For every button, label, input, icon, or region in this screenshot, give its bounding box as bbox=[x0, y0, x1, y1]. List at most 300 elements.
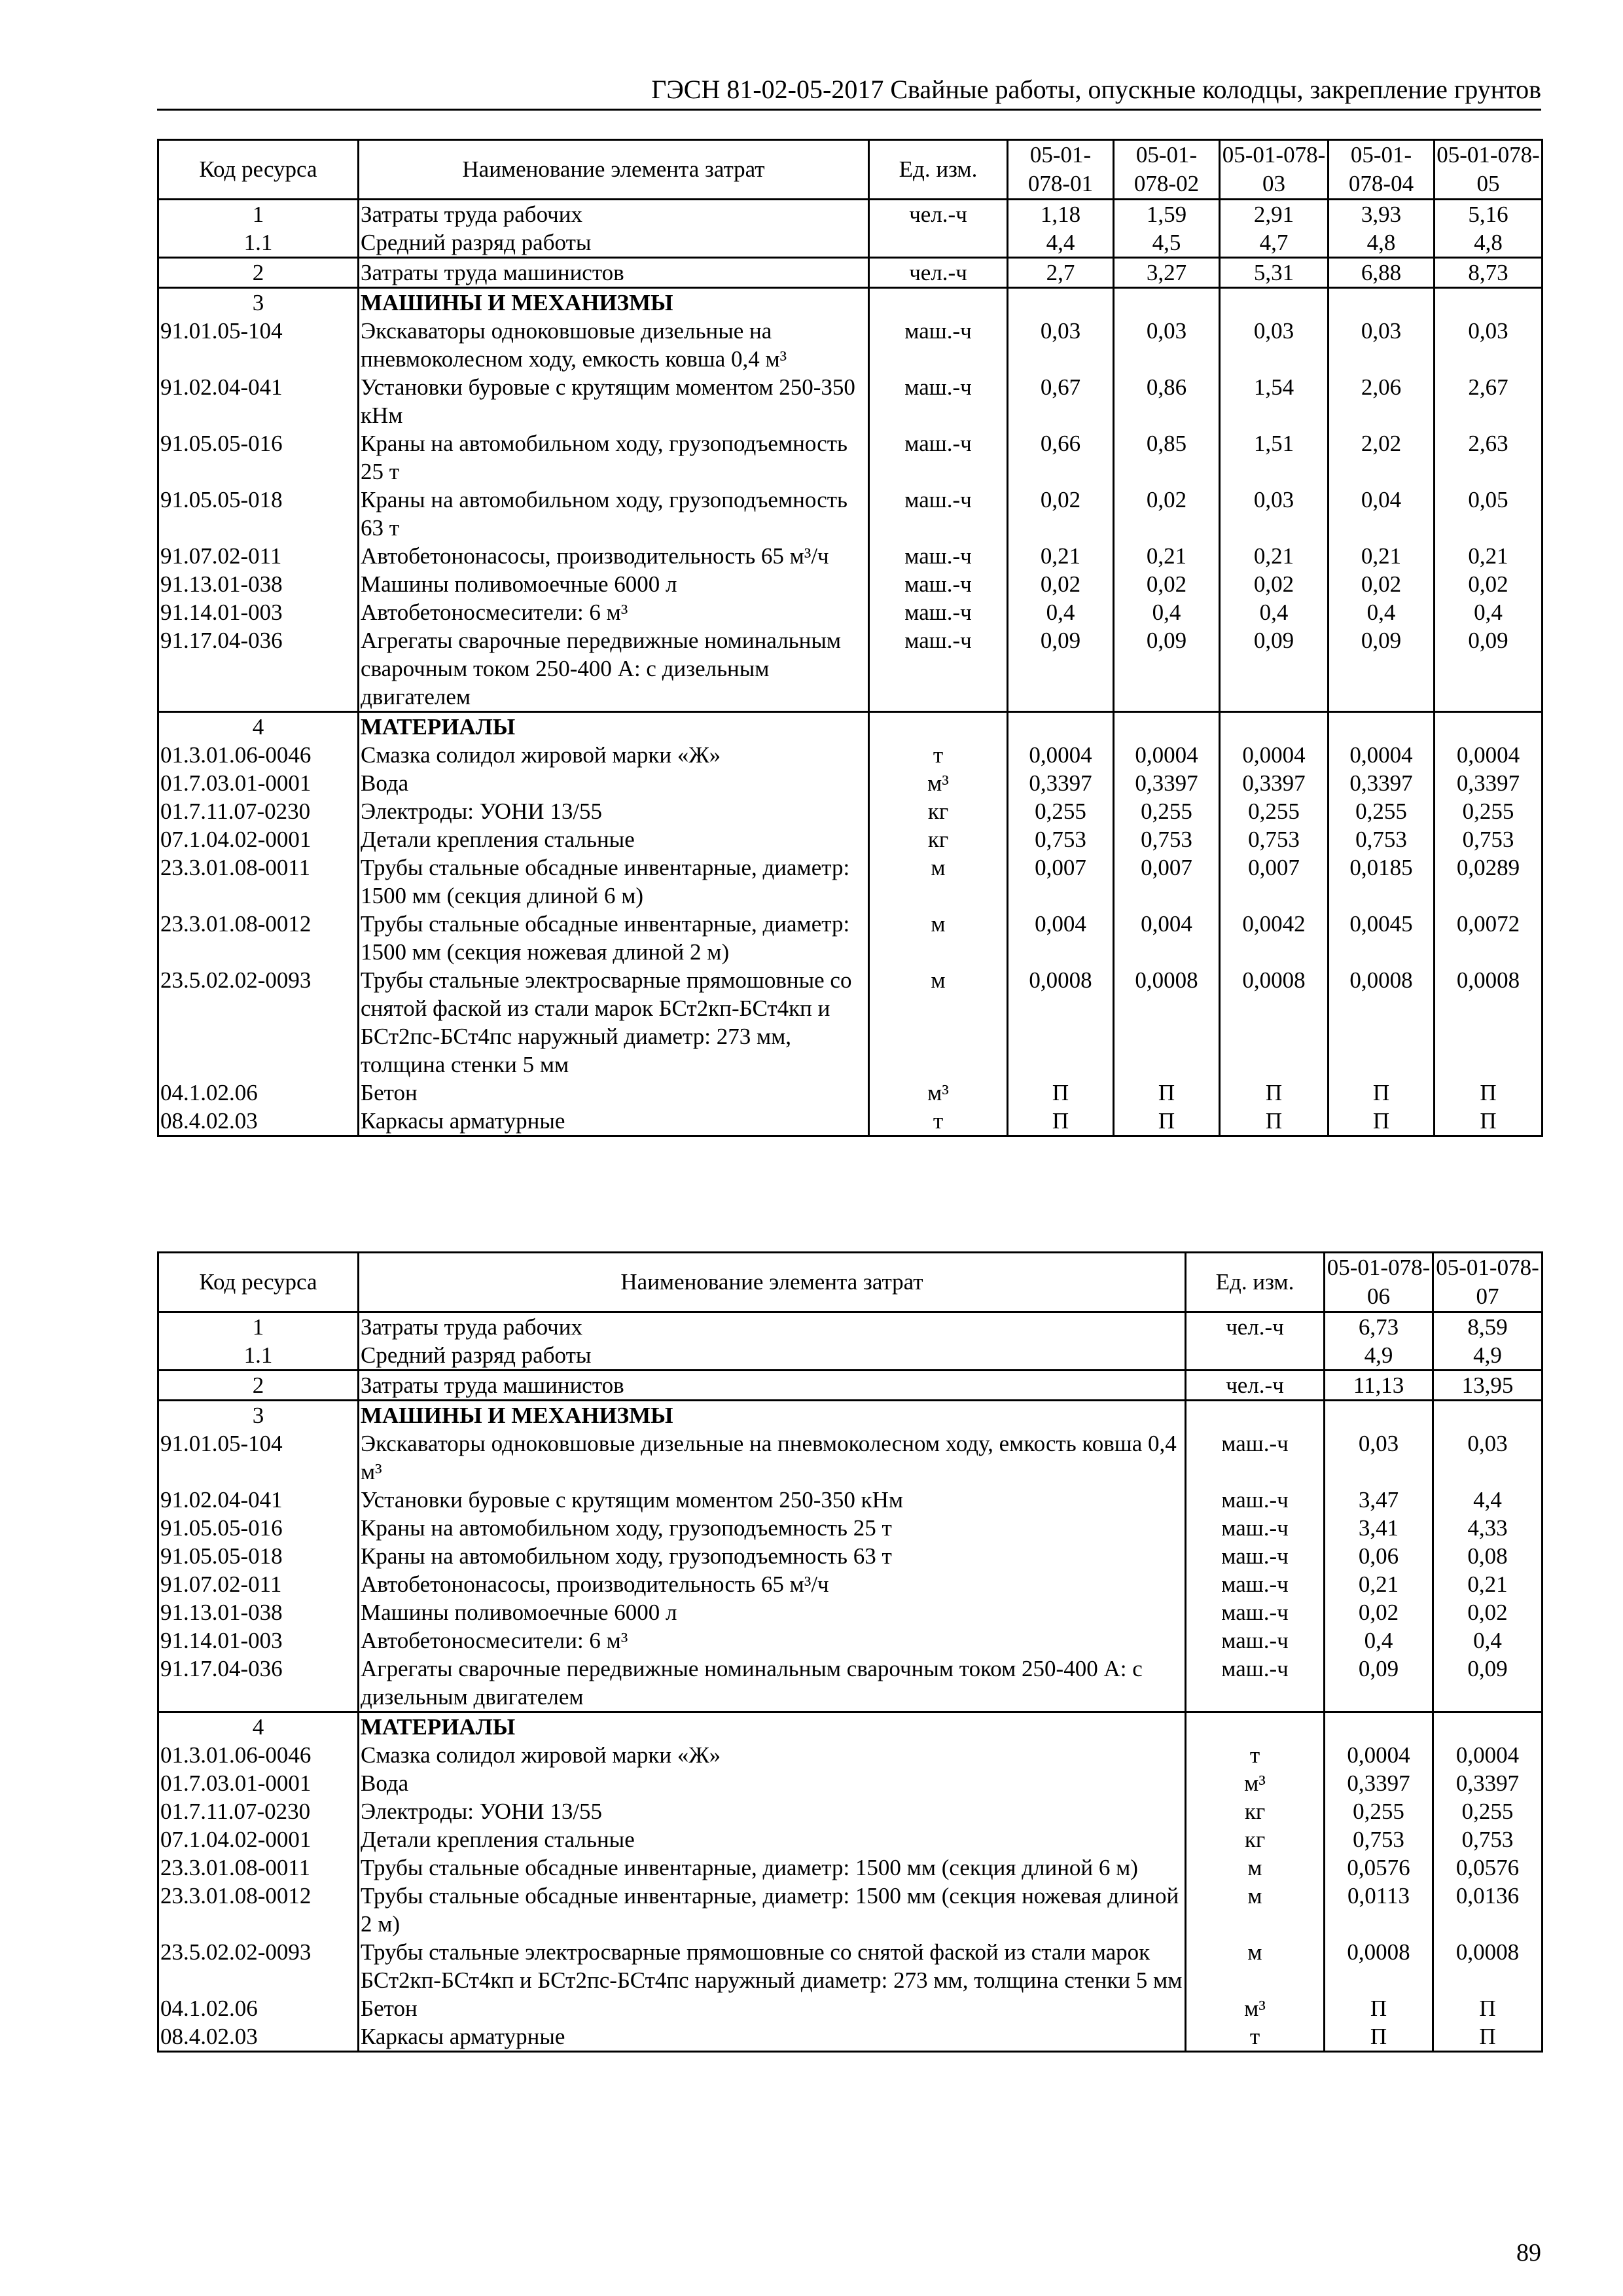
header-name: Наименование элемента затрат bbox=[359, 1253, 1186, 1312]
resource-name-cell: Средний разряд работы bbox=[359, 1341, 1186, 1371]
unit-cell: м bbox=[1186, 1854, 1325, 1882]
table-row bbox=[158, 486, 1543, 542]
value-cell: 4,8 bbox=[1435, 228, 1543, 258]
unit-cell: м bbox=[1186, 1938, 1325, 1994]
value-cell: 0,02 bbox=[1008, 570, 1114, 598]
unit-cell: кг bbox=[869, 797, 1008, 825]
table-row bbox=[158, 258, 1543, 288]
value-cell: П bbox=[1008, 1107, 1114, 1136]
resource-name-cell: Агрегаты сварочные передвижные номинальным сварочным током 250-400 А: с дизельным двигателем bbox=[359, 626, 869, 712]
value-cell: 2,06 bbox=[1329, 373, 1435, 429]
value-cell: 0,04 bbox=[1329, 486, 1435, 542]
value-cell: 0,0008 bbox=[1114, 966, 1220, 1079]
unit-cell: маш.-ч bbox=[869, 626, 1008, 712]
unit-cell: т bbox=[1186, 1741, 1325, 1769]
value-cell: 1,54 bbox=[1220, 373, 1329, 429]
value-cell: 0,0042 bbox=[1220, 910, 1329, 966]
unit-cell: маш.-ч bbox=[869, 570, 1008, 598]
value-cell: 0,0004 bbox=[1114, 741, 1220, 769]
resource-name-cell: Экскаваторы одноковшовые дизельные на пневмоколесном ходу, емкость ковша 0,4 м³ bbox=[359, 1429, 1186, 1486]
header-code-078-05: 05-01-078-05 bbox=[1435, 140, 1543, 200]
value-cell bbox=[1220, 288, 1329, 317]
value-cell bbox=[1329, 288, 1435, 317]
value-cell: 0,3397 bbox=[1008, 769, 1114, 797]
resource-code-cell: 23.3.01.08-0011 bbox=[158, 853, 359, 910]
value-cell bbox=[1008, 712, 1114, 742]
value-cell: 11,13 bbox=[1325, 1371, 1433, 1401]
value-cell: П bbox=[1114, 1079, 1220, 1107]
table-row bbox=[158, 1371, 1543, 1401]
header-code-078-03: 05-01-078-03 bbox=[1220, 140, 1329, 200]
resource-name-cell: Смазка солидол жировой марки «Ж» bbox=[359, 1741, 1186, 1769]
value-cell: 5,31 bbox=[1220, 258, 1329, 288]
value-cell: 0,05 bbox=[1435, 486, 1543, 542]
resource-name-cell: Смазка солидол жировой марки «Ж» bbox=[359, 741, 869, 769]
value-cell: 0,02 bbox=[1329, 570, 1435, 598]
value-cell: 2,7 bbox=[1008, 258, 1114, 288]
header-code: Код ресурса bbox=[158, 1253, 359, 1312]
table-row bbox=[158, 570, 1543, 598]
value-cell: 0,3397 bbox=[1329, 769, 1435, 797]
unit-cell: чел.-ч bbox=[869, 200, 1008, 229]
value-cell bbox=[1325, 1401, 1433, 1430]
resource-name-cell: Экскаваторы одноковшовые дизельные на пневмоколесном ходу, емкость ковша 0,4 м³ bbox=[359, 317, 869, 373]
value-cell bbox=[1433, 1401, 1543, 1430]
table-row bbox=[158, 598, 1543, 626]
resource-name-cell: Автобетононасосы, производительность 65 м³/ч bbox=[359, 542, 869, 570]
unit-cell: чел.-ч bbox=[869, 258, 1008, 288]
table-row bbox=[158, 1429, 1543, 1486]
value-cell: 4,5 bbox=[1114, 228, 1220, 258]
resource-code-cell: 04.1.02.06 bbox=[158, 1079, 359, 1107]
resource-name-cell: Краны на автомобильном ходу, грузоподъемность 25 т bbox=[359, 429, 869, 486]
value-cell: П bbox=[1433, 1994, 1543, 2022]
resource-name-cell: Вода bbox=[359, 769, 869, 797]
resource-name-cell: Краны на автомобильном ходу, грузоподъемность 63 т bbox=[359, 486, 869, 542]
resource-code-cell: 3 bbox=[158, 288, 359, 317]
value-cell: 1,51 bbox=[1220, 429, 1329, 486]
resource-name-cell: Краны на автомобильном ходу, грузоподъемность 63 т bbox=[359, 1542, 1186, 1570]
value-cell: П bbox=[1329, 1079, 1435, 1107]
resource-code-cell: 4 bbox=[158, 712, 359, 742]
resource-code-cell: 23.3.01.08-0012 bbox=[158, 1882, 359, 1938]
table-row bbox=[158, 1312, 1543, 1342]
unit-cell: м bbox=[869, 966, 1008, 1079]
unit-cell: маш.-ч bbox=[869, 429, 1008, 486]
value-cell: 0,0136 bbox=[1433, 1882, 1543, 1938]
resource-code-cell: 91.05.05-016 bbox=[158, 429, 359, 486]
value-cell: 0,753 bbox=[1435, 825, 1543, 853]
value-cell: 0,02 bbox=[1220, 570, 1329, 598]
value-cell: 0,0004 bbox=[1433, 1741, 1543, 1769]
value-cell: 0,0008 bbox=[1433, 1938, 1543, 1994]
value-cell: 0,03 bbox=[1114, 317, 1220, 373]
resource-code-cell: 1 bbox=[158, 200, 359, 229]
resource-name-cell: Затраты труда машинистов bbox=[359, 258, 869, 288]
value-cell: 4,9 bbox=[1433, 1341, 1543, 1371]
table-row bbox=[158, 317, 1543, 373]
unit-cell: маш.-ч bbox=[869, 542, 1008, 570]
value-cell: 3,47 bbox=[1325, 1486, 1433, 1514]
value-cell: 0,09 bbox=[1325, 1655, 1433, 1712]
resource-name-cell: Трубы стальные электросварные прямошовные со снятой фаской из стали марок БСт2кп-БСт4кп и БСт2пс-БСт4пс наружный диаметр: 273 мм, толщина стенки 5 мм bbox=[359, 966, 869, 1079]
header-name: Наименование элемента затрат bbox=[359, 140, 869, 200]
unit-cell: м bbox=[1186, 1882, 1325, 1938]
table-row bbox=[158, 797, 1543, 825]
value-cell: 0,3397 bbox=[1433, 1769, 1543, 1797]
value-cell: 6,88 bbox=[1329, 258, 1435, 288]
value-cell: 1,18 bbox=[1008, 200, 1114, 229]
value-cell: 2,02 bbox=[1329, 429, 1435, 486]
table-row bbox=[158, 626, 1543, 712]
value-cell: 0,09 bbox=[1220, 626, 1329, 712]
resource-name-cell: Средний разряд работы bbox=[359, 228, 869, 258]
resource-code-cell: 91.02.04-041 bbox=[158, 373, 359, 429]
resource-code-cell: 23.5.02.02-0093 bbox=[158, 1938, 359, 1994]
value-cell: 0,02 bbox=[1435, 570, 1543, 598]
header-code-078-04: 05-01-078-04 bbox=[1329, 140, 1435, 200]
unit-cell: кг bbox=[869, 825, 1008, 853]
value-cell: 0,09 bbox=[1329, 626, 1435, 712]
table-row bbox=[158, 1486, 1543, 1514]
resource-name-cell: МАТЕРИАЛЫ bbox=[359, 1712, 1186, 1742]
value-cell: 0,4 bbox=[1433, 1626, 1543, 1655]
value-cell: 0,4 bbox=[1220, 598, 1329, 626]
unit-cell bbox=[1186, 1401, 1325, 1430]
value-cell: 13,95 bbox=[1433, 1371, 1543, 1401]
value-cell bbox=[1433, 1712, 1543, 1742]
resource-name-cell: Трубы стальные обсадные инвентарные, диаметр: 1500 мм (секция ножевая длиной 2 м) bbox=[359, 910, 869, 966]
table-row bbox=[158, 1655, 1543, 1712]
value-cell: 0,0004 bbox=[1329, 741, 1435, 769]
resource-name-cell: Бетон bbox=[359, 1994, 1186, 2022]
resource-code-cell: 91.01.05-104 bbox=[158, 317, 359, 373]
value-cell: 0,4 bbox=[1325, 1626, 1433, 1655]
table-row bbox=[158, 1514, 1543, 1542]
resource-code-cell: 23.3.01.08-0012 bbox=[158, 910, 359, 966]
value-cell: 0,0004 bbox=[1008, 741, 1114, 769]
resource-code-cell: 08.4.02.03 bbox=[158, 1107, 359, 1136]
resource-name-cell: Трубы стальные обсадные инвентарные, диаметр: 1500 мм (секция ножевая длиной 2 м) bbox=[359, 1882, 1186, 1938]
table-row bbox=[158, 1825, 1543, 1854]
value-cell: 0,3397 bbox=[1220, 769, 1329, 797]
resource-table-2 bbox=[157, 1251, 1543, 2053]
value-cell: 0,255 bbox=[1114, 797, 1220, 825]
unit-cell: маш.-ч bbox=[1186, 1626, 1325, 1655]
value-cell: 0,753 bbox=[1329, 825, 1435, 853]
value-cell: П bbox=[1433, 2022, 1543, 2052]
resource-code-cell: 1 bbox=[158, 1312, 359, 1342]
resource-code-cell: 01.7.11.07-0230 bbox=[158, 1797, 359, 1825]
unit-cell: маш.-ч bbox=[1186, 1598, 1325, 1626]
unit-cell: маш.-ч bbox=[869, 373, 1008, 429]
value-cell: 4,4 bbox=[1433, 1486, 1543, 1514]
value-cell bbox=[1329, 712, 1435, 742]
table-row bbox=[158, 429, 1543, 486]
unit-cell: маш.-ч bbox=[869, 317, 1008, 373]
table-row bbox=[158, 853, 1543, 910]
table-row bbox=[158, 1626, 1543, 1655]
value-cell: П bbox=[1114, 1107, 1220, 1136]
value-cell bbox=[1114, 712, 1220, 742]
value-cell: 0,3397 bbox=[1435, 769, 1543, 797]
value-cell: 0,09 bbox=[1114, 626, 1220, 712]
header-unit: Ед. изм. bbox=[1186, 1253, 1325, 1312]
table-row bbox=[158, 1994, 1543, 2022]
value-cell: 0,0289 bbox=[1435, 853, 1543, 910]
value-cell: 0,255 bbox=[1433, 1797, 1543, 1825]
unit-cell: маш.-ч bbox=[1186, 1486, 1325, 1514]
unit-cell: т bbox=[869, 1107, 1008, 1136]
resource-code-cell: 07.1.04.02-0001 bbox=[158, 1825, 359, 1854]
value-cell bbox=[1325, 1712, 1433, 1742]
resource-code-cell: 91.17.04-036 bbox=[158, 626, 359, 712]
table-body bbox=[158, 200, 1543, 1136]
unit-cell: кг bbox=[1186, 1825, 1325, 1854]
value-cell: 0,08 bbox=[1433, 1542, 1543, 1570]
resource-code-cell: 91.05.05-016 bbox=[158, 1514, 359, 1542]
value-cell: 0,007 bbox=[1220, 853, 1329, 910]
value-cell: 0,21 bbox=[1008, 542, 1114, 570]
value-cell: 0,753 bbox=[1325, 1825, 1433, 1854]
table-row bbox=[158, 1938, 1543, 1994]
header-code-078-07: 05-01-078-07 bbox=[1433, 1253, 1543, 1312]
value-cell: 0,0113 bbox=[1325, 1882, 1433, 1938]
value-cell: 0,255 bbox=[1008, 797, 1114, 825]
table-row bbox=[158, 1797, 1543, 1825]
value-cell: 8,59 bbox=[1433, 1312, 1543, 1342]
resource-name-cell: МАТЕРИАЛЫ bbox=[359, 712, 869, 742]
resource-name-cell: Агрегаты сварочные передвижные номинальным сварочным током 250-400 А: с дизельным двигателем bbox=[359, 1655, 1186, 1712]
value-cell: 0,86 bbox=[1114, 373, 1220, 429]
value-cell: П bbox=[1325, 2022, 1433, 2052]
value-cell: 0,67 bbox=[1008, 373, 1114, 429]
value-cell: 0,3397 bbox=[1325, 1769, 1433, 1797]
unit-cell: маш.-ч bbox=[1186, 1514, 1325, 1542]
resource-name-cell: Установки буровые с крутящим моментом 250-350 кНм bbox=[359, 373, 869, 429]
unit-cell: м³ bbox=[869, 1079, 1008, 1107]
value-cell: 0,255 bbox=[1329, 797, 1435, 825]
unit-cell: маш.-ч bbox=[869, 598, 1008, 626]
resource-code-cell: 23.3.01.08-0011 bbox=[158, 1854, 359, 1882]
resource-code-cell: 01.3.01.06-0046 bbox=[158, 741, 359, 769]
value-cell: 0,66 bbox=[1008, 429, 1114, 486]
header-unit: Ед. изм. bbox=[869, 140, 1008, 200]
resource-name-cell: Электроды: УОНИ 13/55 bbox=[359, 1797, 1186, 1825]
unit-cell: м³ bbox=[1186, 1769, 1325, 1797]
resource-code-cell: 91.13.01-038 bbox=[158, 1598, 359, 1626]
value-cell: 0,06 bbox=[1325, 1542, 1433, 1570]
table-row bbox=[158, 1079, 1543, 1107]
unit-cell: чел.-ч bbox=[1186, 1371, 1325, 1401]
value-cell: 0,21 bbox=[1220, 542, 1329, 570]
resource-code-cell: 91.02.04-041 bbox=[158, 1486, 359, 1514]
table-row bbox=[158, 2022, 1543, 2052]
resource-name-cell: МАШИНЫ И МЕХАНИЗМЫ bbox=[359, 1401, 1186, 1430]
unit-cell: маш.-ч bbox=[1186, 1655, 1325, 1712]
value-cell: 2,67 bbox=[1435, 373, 1543, 429]
value-cell: 0,21 bbox=[1435, 542, 1543, 570]
table-row bbox=[158, 1542, 1543, 1570]
resource-name-cell: Трубы стальные электросварные прямошовные со снятой фаской из стали марок БСт2кп-БСт4кп и БСт2пс-БСт4пс наружный диаметр: 273 мм, толщина стенки 5 мм bbox=[359, 1938, 1186, 1994]
value-cell: 0,03 bbox=[1008, 317, 1114, 373]
resource-code-cell: 1.1 bbox=[158, 228, 359, 258]
value-cell: 6,73 bbox=[1325, 1312, 1433, 1342]
resource-code-cell: 91.07.02-011 bbox=[158, 542, 359, 570]
value-cell: 2,91 bbox=[1220, 200, 1329, 229]
unit-cell bbox=[869, 228, 1008, 258]
table-row bbox=[158, 1341, 1543, 1371]
resource-code-cell: 91.01.05-104 bbox=[158, 1429, 359, 1486]
value-cell: 0,0008 bbox=[1329, 966, 1435, 1079]
value-cell bbox=[1220, 712, 1329, 742]
value-cell: 0,4 bbox=[1114, 598, 1220, 626]
value-cell: 0,255 bbox=[1325, 1797, 1433, 1825]
resource-code-cell: 07.1.04.02-0001 bbox=[158, 825, 359, 853]
unit-cell bbox=[869, 712, 1008, 742]
value-cell: 0,004 bbox=[1114, 910, 1220, 966]
value-cell: 0,3397 bbox=[1114, 769, 1220, 797]
resource-name-cell: Бетон bbox=[359, 1079, 869, 1107]
resource-name-cell: МАШИНЫ И МЕХАНИЗМЫ bbox=[359, 288, 869, 317]
resource-name-cell: Детали крепления стальные bbox=[359, 825, 869, 853]
resource-name-cell: Затраты труда рабочих bbox=[359, 200, 869, 229]
value-cell: 0,753 bbox=[1433, 1825, 1543, 1854]
section-row bbox=[158, 712, 1543, 742]
value-cell: 3,41 bbox=[1325, 1514, 1433, 1542]
resource-code-cell: 91.13.01-038 bbox=[158, 570, 359, 598]
table-row bbox=[158, 373, 1543, 429]
unit-cell: кг bbox=[1186, 1797, 1325, 1825]
resource-name-cell: Установки буровые с крутящим моментом 250-350 кНм bbox=[359, 1486, 1186, 1514]
value-cell: 0,0008 bbox=[1220, 966, 1329, 1079]
table-row bbox=[158, 1107, 1543, 1136]
section-row bbox=[158, 288, 1543, 317]
value-cell: 4,4 bbox=[1008, 228, 1114, 258]
value-cell: 0,0008 bbox=[1008, 966, 1114, 1079]
value-cell: 0,02 bbox=[1114, 570, 1220, 598]
resource-code-cell: 91.05.05-018 bbox=[158, 486, 359, 542]
value-cell: 3,27 bbox=[1114, 258, 1220, 288]
value-cell: П bbox=[1220, 1107, 1329, 1136]
resource-code-cell: 01.7.11.07-0230 bbox=[158, 797, 359, 825]
resource-code-cell: 91.14.01-003 bbox=[158, 598, 359, 626]
value-cell: 0,09 bbox=[1008, 626, 1114, 712]
resource-name-cell: Автобетононасосы, производительность 65 м³/ч bbox=[359, 1570, 1186, 1598]
value-cell: 0,85 bbox=[1114, 429, 1220, 486]
value-cell bbox=[1435, 288, 1543, 317]
unit-cell: чел.-ч bbox=[1186, 1312, 1325, 1342]
resource-code-cell: 2 bbox=[158, 1371, 359, 1401]
resource-code-cell: 01.7.03.01-0001 bbox=[158, 1769, 359, 1797]
value-cell: 0,007 bbox=[1114, 853, 1220, 910]
resource-code-cell: 1.1 bbox=[158, 1341, 359, 1371]
table-row bbox=[158, 200, 1543, 229]
value-cell: 0,0576 bbox=[1433, 1854, 1543, 1882]
resource-name-cell: Трубы стальные обсадные инвентарные, диаметр: 1500 мм (секция длиной 6 м) bbox=[359, 1854, 1186, 1882]
resource-name-cell: Затраты труда машинистов bbox=[359, 1371, 1186, 1401]
value-cell: 0,21 bbox=[1329, 542, 1435, 570]
value-cell: П bbox=[1435, 1107, 1543, 1136]
page-number: 89 bbox=[1516, 2239, 1541, 2267]
table-row bbox=[158, 1570, 1543, 1598]
value-cell: 1,59 bbox=[1114, 200, 1220, 229]
resource-code-cell: 23.5.02.02-0093 bbox=[158, 966, 359, 1079]
resource-name-cell: Машины поливомоечные 6000 л bbox=[359, 1598, 1186, 1626]
resource-code-cell: 08.4.02.03 bbox=[158, 2022, 359, 2052]
value-cell: 0,21 bbox=[1114, 542, 1220, 570]
resource-name-cell: Каркасы арматурные bbox=[359, 1107, 869, 1136]
value-cell: 4,7 bbox=[1220, 228, 1329, 258]
value-cell: 0,21 bbox=[1325, 1570, 1433, 1598]
section-row bbox=[158, 1712, 1543, 1742]
value-cell: 0,4 bbox=[1008, 598, 1114, 626]
value-cell: 0,0185 bbox=[1329, 853, 1435, 910]
header-code-078-02: 05-01-078-02 bbox=[1114, 140, 1220, 200]
value-cell: 4,8 bbox=[1329, 228, 1435, 258]
table-row bbox=[158, 825, 1543, 853]
table-row bbox=[158, 1598, 1543, 1626]
value-cell: 0,03 bbox=[1220, 317, 1329, 373]
table-row bbox=[158, 966, 1543, 1079]
resource-name-cell: Машины поливомоечные 6000 л bbox=[359, 570, 869, 598]
value-cell: 0,255 bbox=[1220, 797, 1329, 825]
table-row bbox=[158, 741, 1543, 769]
value-cell: 4,9 bbox=[1325, 1341, 1433, 1371]
unit-cell: м bbox=[869, 853, 1008, 910]
value-cell: 0,03 bbox=[1220, 486, 1329, 542]
value-cell: 0,02 bbox=[1114, 486, 1220, 542]
value-cell: 0,0008 bbox=[1435, 966, 1543, 1079]
value-cell: П bbox=[1220, 1079, 1329, 1107]
resource-table-1 bbox=[157, 139, 1543, 1137]
document-header: ГЭСН 81-02-05-2017 Свайные работы, опускные колодцы, закрепление грунтов bbox=[157, 73, 1541, 111]
value-cell: 2,63 bbox=[1435, 429, 1543, 486]
unit-cell: т bbox=[869, 741, 1008, 769]
unit-cell: маш.-ч bbox=[1186, 1570, 1325, 1598]
table-row bbox=[158, 228, 1543, 258]
value-cell: 0,21 bbox=[1433, 1570, 1543, 1598]
unit-cell: м³ bbox=[1186, 1994, 1325, 2022]
value-cell: 0,0072 bbox=[1435, 910, 1543, 966]
header-code-078-06: 05-01-078-06 bbox=[1325, 1253, 1433, 1312]
value-cell: 0,09 bbox=[1433, 1655, 1543, 1712]
value-cell bbox=[1008, 288, 1114, 317]
resource-code-cell: 04.1.02.06 bbox=[158, 1994, 359, 2022]
value-cell: П bbox=[1325, 1994, 1433, 2022]
table-row bbox=[158, 542, 1543, 570]
value-cell: 0,02 bbox=[1008, 486, 1114, 542]
value-cell: 5,16 bbox=[1435, 200, 1543, 229]
table-body bbox=[158, 1312, 1543, 2052]
table-row bbox=[158, 1741, 1543, 1769]
unit-cell: маш.-ч bbox=[1186, 1429, 1325, 1486]
resource-code-cell: 4 bbox=[158, 1712, 359, 1742]
unit-cell: м³ bbox=[869, 769, 1008, 797]
value-cell: 0,004 bbox=[1008, 910, 1114, 966]
table-row bbox=[158, 1882, 1543, 1938]
table-row bbox=[158, 1854, 1543, 1882]
value-cell: 0,02 bbox=[1433, 1598, 1543, 1626]
value-cell: П bbox=[1329, 1107, 1435, 1136]
value-cell: 0,753 bbox=[1220, 825, 1329, 853]
value-cell: 8,73 bbox=[1435, 258, 1543, 288]
value-cell: 0,0004 bbox=[1435, 741, 1543, 769]
resource-name-cell: Затраты труда рабочих bbox=[359, 1312, 1186, 1342]
unit-cell bbox=[869, 288, 1008, 317]
value-cell: 0,03 bbox=[1329, 317, 1435, 373]
value-cell: 0,007 bbox=[1008, 853, 1114, 910]
